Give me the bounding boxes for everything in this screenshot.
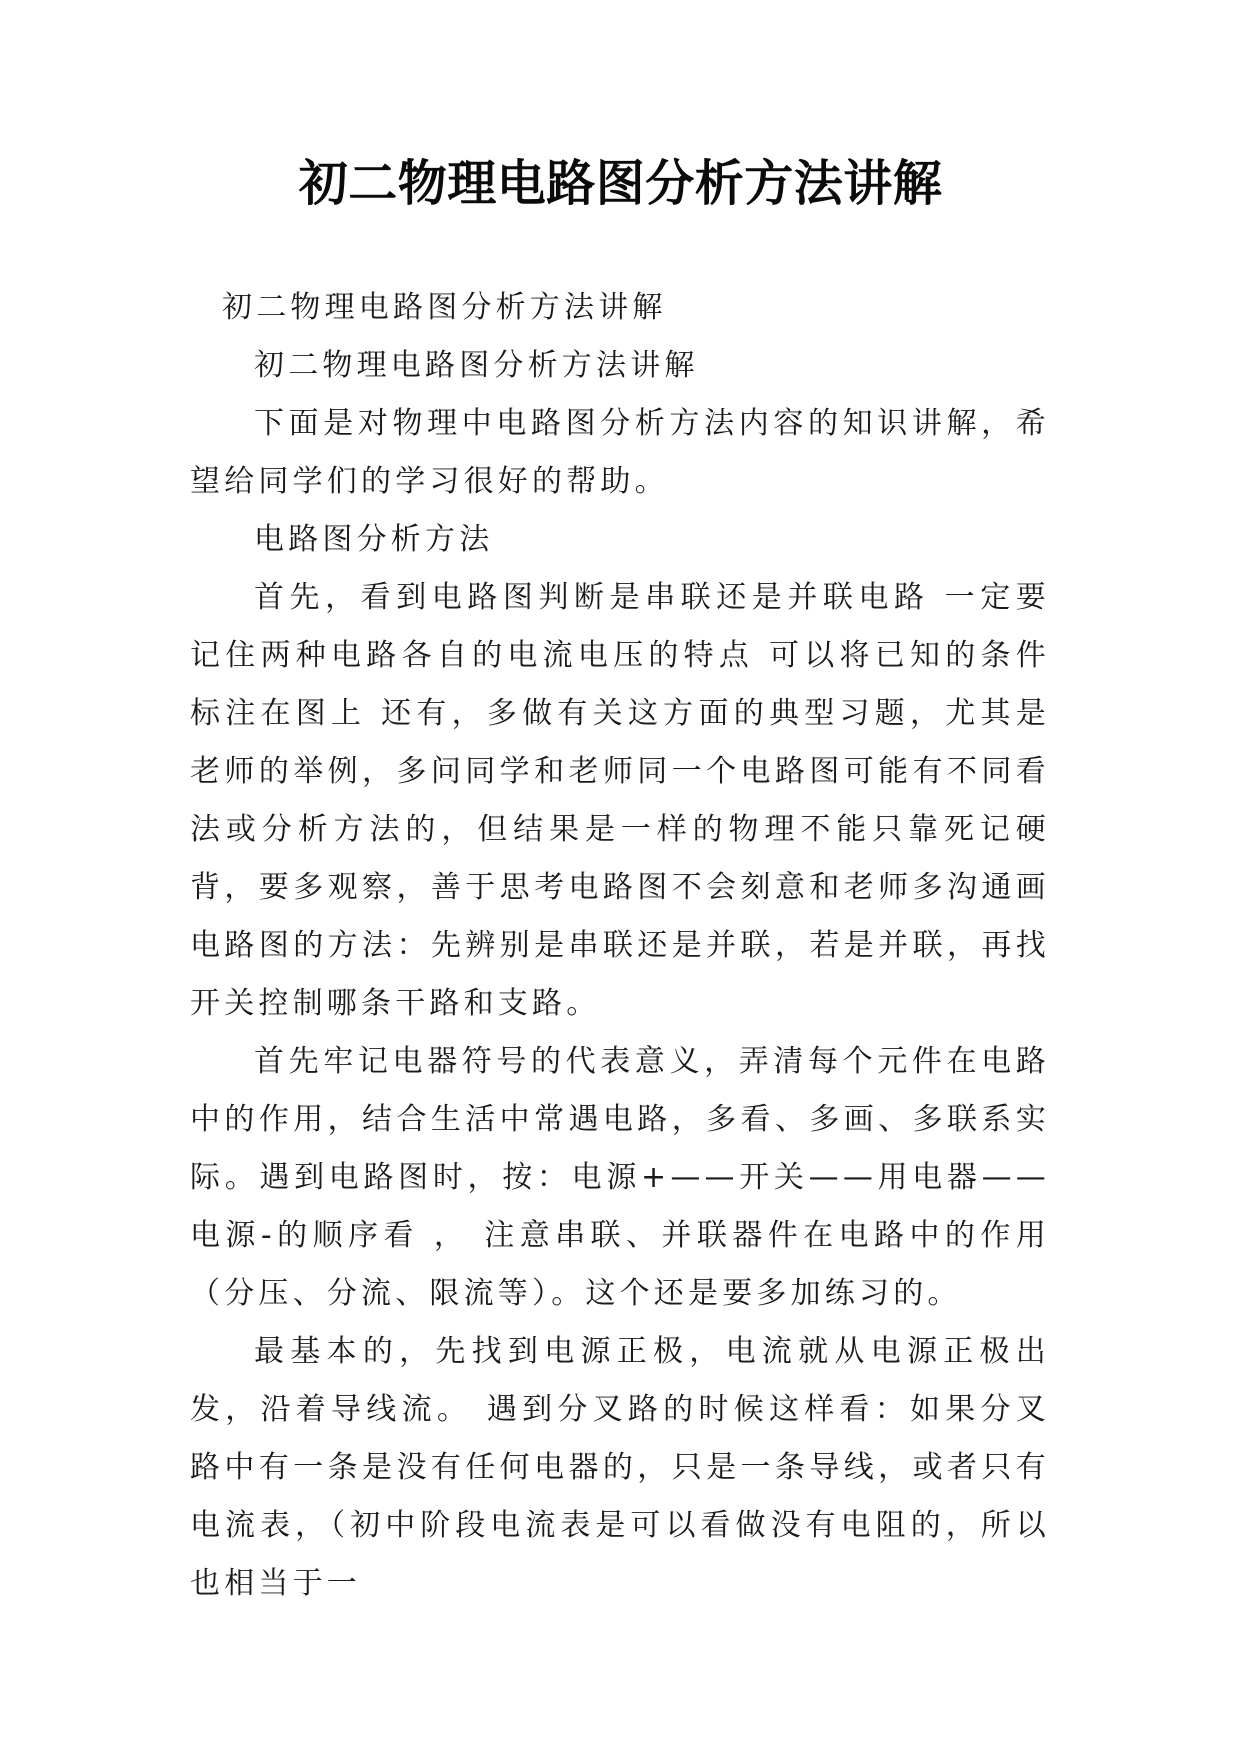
paragraph-method-2: 首先牢记电器符号的代表意义，弄清每个元件在电路中的作用，结合生活中常遇电路，多看、多画、多联系实际。遇到电路图时，按：电源+——开关——用电器——电源-的顺序看 ， 注意串联、并联器件在电路中的作用（分压、分流、限流等）。这个还是要多加练习的。	[190, 1044, 1050, 1311]
document-title: 初二物理电路图分析方法讲解	[298, 154, 943, 212]
paragraph-intro: 下面是对物理中电路图分析方法内容的知识讲解，希望给同学们的学习很好的帮助。	[190, 406, 1050, 499]
document-body	[190, 279, 1050, 1613]
paragraph-method-1: 首先，看到电路图判断是串联还是并联电路 一定要记住两种电路各自的电流电压的特点 可以将已知的条件标注在图上 还有，多做有关这方面的典型习题，尤其是老师的举例，多问同学和老师同一个电路图可能有不同看法或分析方法的，但结果是一样的物理不能只靠死记硬背，要多观察，善于思考电路图不会刻意和老师多沟通画电路图的方法：先辨别是串联还是并联，若是并联，再找开关控制哪条干路和支路。	[190, 580, 1050, 1021]
paragraph-repeat-title: 初二物理电路图分析方法讲解	[254, 348, 699, 383]
paragraph-method-3: 最基本的，先找到电源正极，电流就从电源正极出发，沿着导线流。 遇到分叉路的时候这样看：如果分叉路中有一条是没有任何电器的，只是一条导线，或者只有电流表，（初中阶段电流表是可以看做没有电阻的，所以也相当于一	[190, 1334, 1050, 1601]
section-heading: 电路图分析方法	[254, 522, 494, 557]
paragraph-subtitle: 初二物理电路图分析方法讲解	[222, 290, 667, 325]
